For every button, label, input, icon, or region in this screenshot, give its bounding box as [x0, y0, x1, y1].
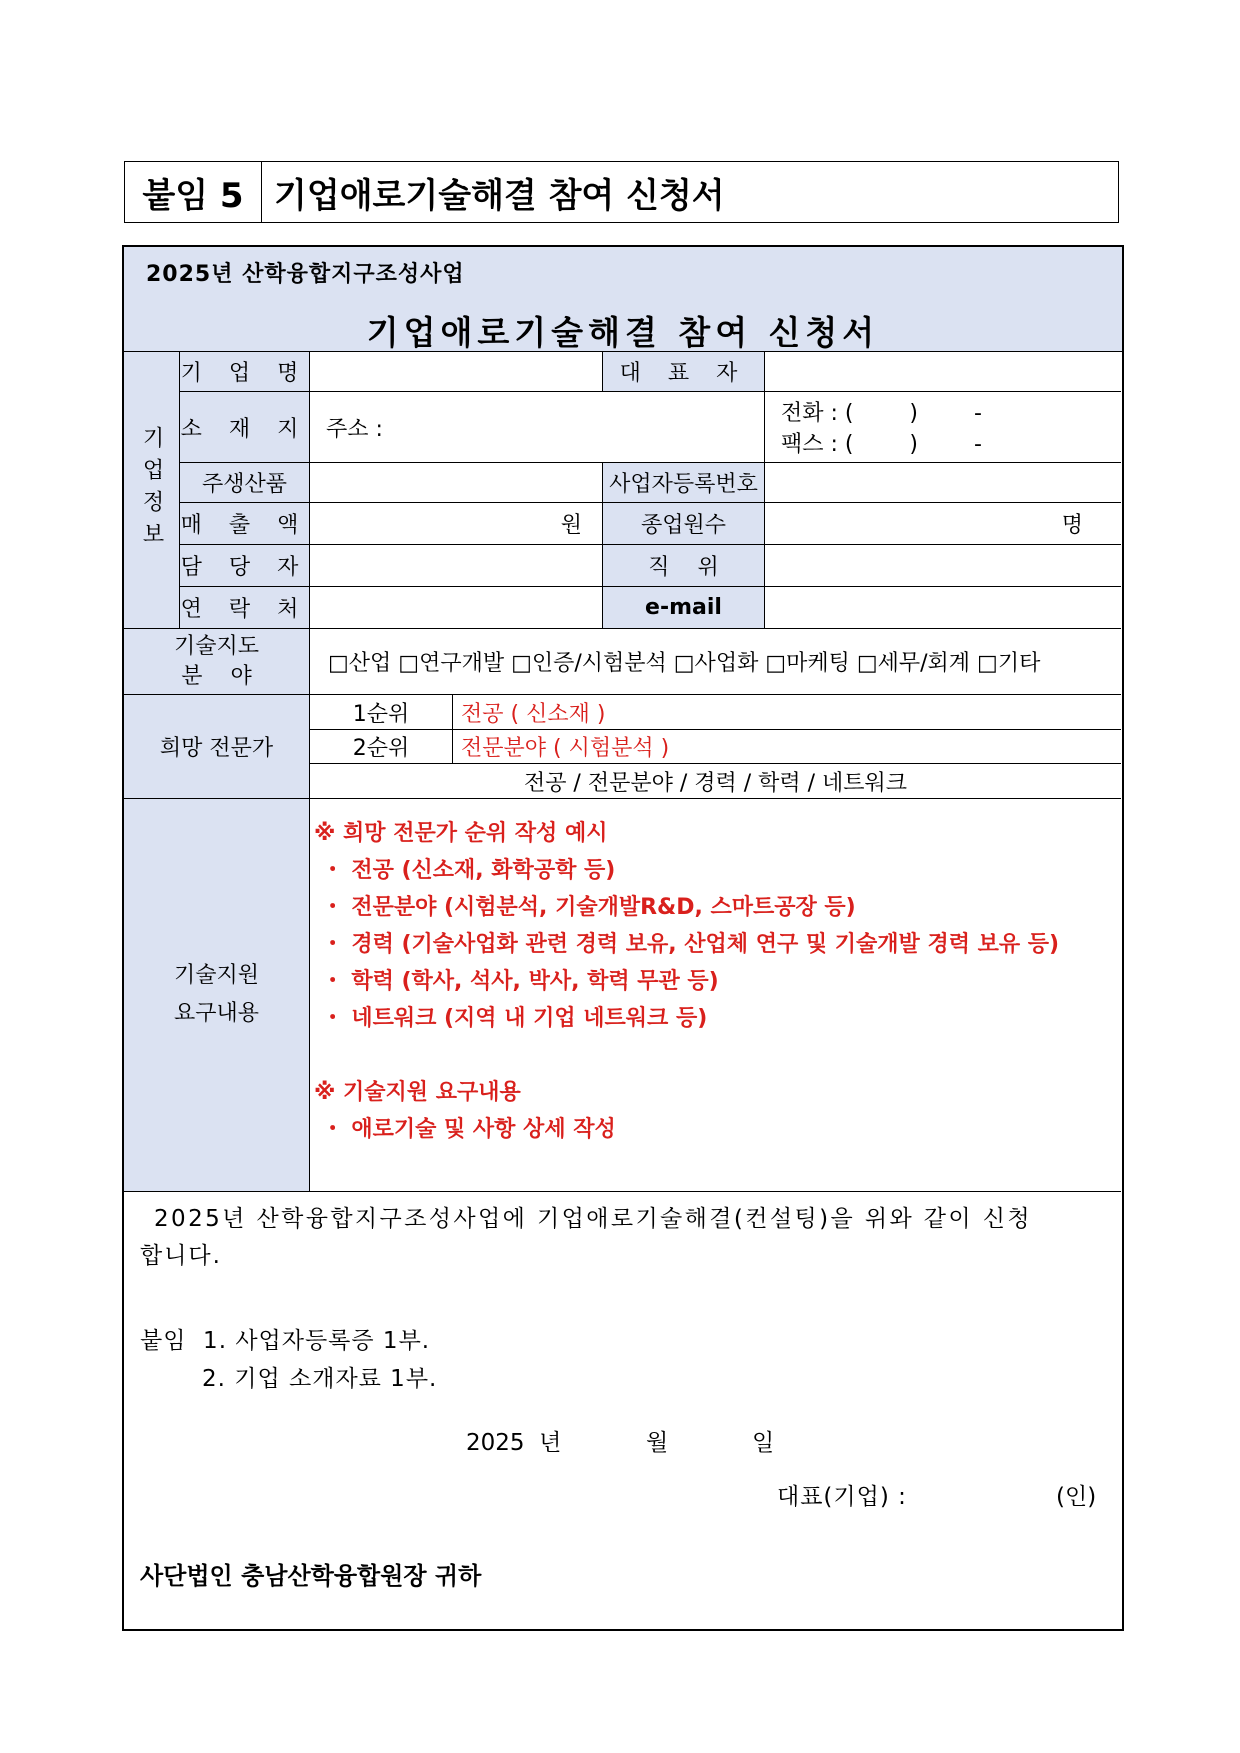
note-line: ・ 경력 (기술사업화 관련 경력 보유, 산업체 연구 및 기술개발 경력 보유 등)	[314, 932, 1060, 957]
phone-fax-field[interactable]	[765, 392, 1121, 463]
request-label-line1: 기술지원	[173, 963, 259, 988]
form-header	[124, 247, 1122, 352]
product-field[interactable]	[310, 463, 603, 503]
rank1-label: 1순위	[310, 695, 453, 730]
employees-field[interactable]	[765, 503, 1121, 545]
request-notes	[314, 799, 1059, 1148]
seal-label: (인)	[1056, 1484, 1097, 1510]
statement-line1: 2025년 산학융합지구조성사업에 기업애로기술해결(컨설팅)을 위와 같이 신청	[154, 1206, 1032, 1232]
company-name-field[interactable]	[310, 352, 603, 392]
contact-label: 연 락 처	[180, 587, 310, 629]
bizno-label: 사업자등록번호	[603, 463, 765, 503]
tech-field-label-line1: 기술지도	[173, 633, 259, 659]
rank1-value[interactable]: 전공 ( 신소재 )	[453, 695, 1121, 730]
date-month: 월	[646, 1430, 669, 1456]
sales-label: 매 출 액	[180, 503, 310, 545]
employees-label: 종업원수	[603, 503, 765, 545]
company-name-label: 기 업 명	[180, 352, 310, 392]
note-line: ・ 전공 (신소재, 화학공학 등)	[314, 858, 616, 883]
address-label: 주소 :	[326, 416, 383, 442]
sales-field[interactable]	[310, 503, 603, 545]
address-field[interactable]	[310, 392, 765, 463]
note-line: ・ 전문분야 (시험분석, 기술개발R&D, 스마트공장 등)	[314, 895, 856, 920]
note-line: ・ 네트워크 (지역 내 기업 네트워크 등)	[314, 1006, 708, 1031]
note-line: ・ 학력 (학사, 석사, 박사, 학력 무관 등)	[314, 969, 719, 994]
note-spacer	[314, 1037, 1059, 1074]
project-name: 2025년 산학융합지구조성사업	[146, 262, 465, 287]
bizno-field[interactable]	[765, 463, 1121, 503]
position-label: 직 위	[603, 545, 765, 587]
note-line: ※ 희망 전문가 순위 작성 예시	[314, 821, 608, 846]
attachment-item-1: 붙임 1. 사업자등록증 1부.	[140, 1328, 431, 1354]
sales-unit: 원	[560, 513, 582, 538]
phone-label: 전화 : ( ) -	[781, 401, 982, 426]
tech-field-label	[124, 629, 310, 695]
attachment-label: 붙임 5	[125, 162, 262, 222]
tech-field-label-line2: 분 야	[181, 663, 252, 689]
contact-field[interactable]	[310, 587, 603, 629]
manager-field[interactable]	[310, 545, 603, 587]
attachment-item-2: 2. 기업 소개자료 1부.	[202, 1366, 438, 1392]
email-label: e-mail	[603, 587, 765, 629]
company-info-section-label: 기업정보	[124, 352, 180, 629]
attachment-title: 기업애로기술해결 참여 신청서	[274, 175, 725, 216]
application-form	[122, 245, 1124, 1631]
location-label: 소 재 지	[180, 392, 310, 463]
email-field[interactable]	[765, 587, 1121, 629]
employees-unit: 명	[1061, 513, 1083, 538]
manager-label: 담 당 자	[180, 545, 310, 587]
fax-label: 팩스 : ( ) -	[781, 432, 982, 457]
rank2-value[interactable]: 전문분야 ( 시험분석 )	[453, 730, 1121, 764]
recipient: 사단법인 충남산학융합원장 귀하	[140, 1562, 482, 1590]
request-label	[124, 799, 310, 1192]
product-label: 주생산품	[180, 463, 310, 503]
expert-criteria: 전공 / 전문분야 / 경력 / 학력 / 네트워크	[310, 764, 1121, 799]
attachment-heading	[124, 161, 1119, 223]
ceo-field[interactable]	[765, 352, 1121, 392]
form-title: 기업애로기술해결 참여 신청서	[366, 313, 880, 352]
date-day: 일	[752, 1430, 775, 1456]
position-field[interactable]	[765, 545, 1121, 587]
ceo-label: 대 표 자	[603, 352, 765, 392]
form-footer	[124, 1192, 1122, 1628]
expert-label: 희망 전문가	[124, 695, 310, 799]
note-line: ・ 애로기술 및 사항 상세 작성	[314, 1117, 616, 1142]
signature-label: 대표(기업) :	[777, 1484, 907, 1510]
statement-line2: 합니다.	[140, 1243, 222, 1269]
tech-field-options[interactable]: □산업 □연구개발 □인증/시험분석 □사업화 □마케팅 □세무/회계 □기타	[310, 629, 1121, 695]
rank2-label: 2순위	[310, 730, 453, 764]
note-line: ※ 기술지원 요구내용	[314, 1080, 521, 1105]
request-label-line2: 요구내용	[173, 1001, 259, 1026]
date-year: 2025 년	[466, 1430, 562, 1456]
